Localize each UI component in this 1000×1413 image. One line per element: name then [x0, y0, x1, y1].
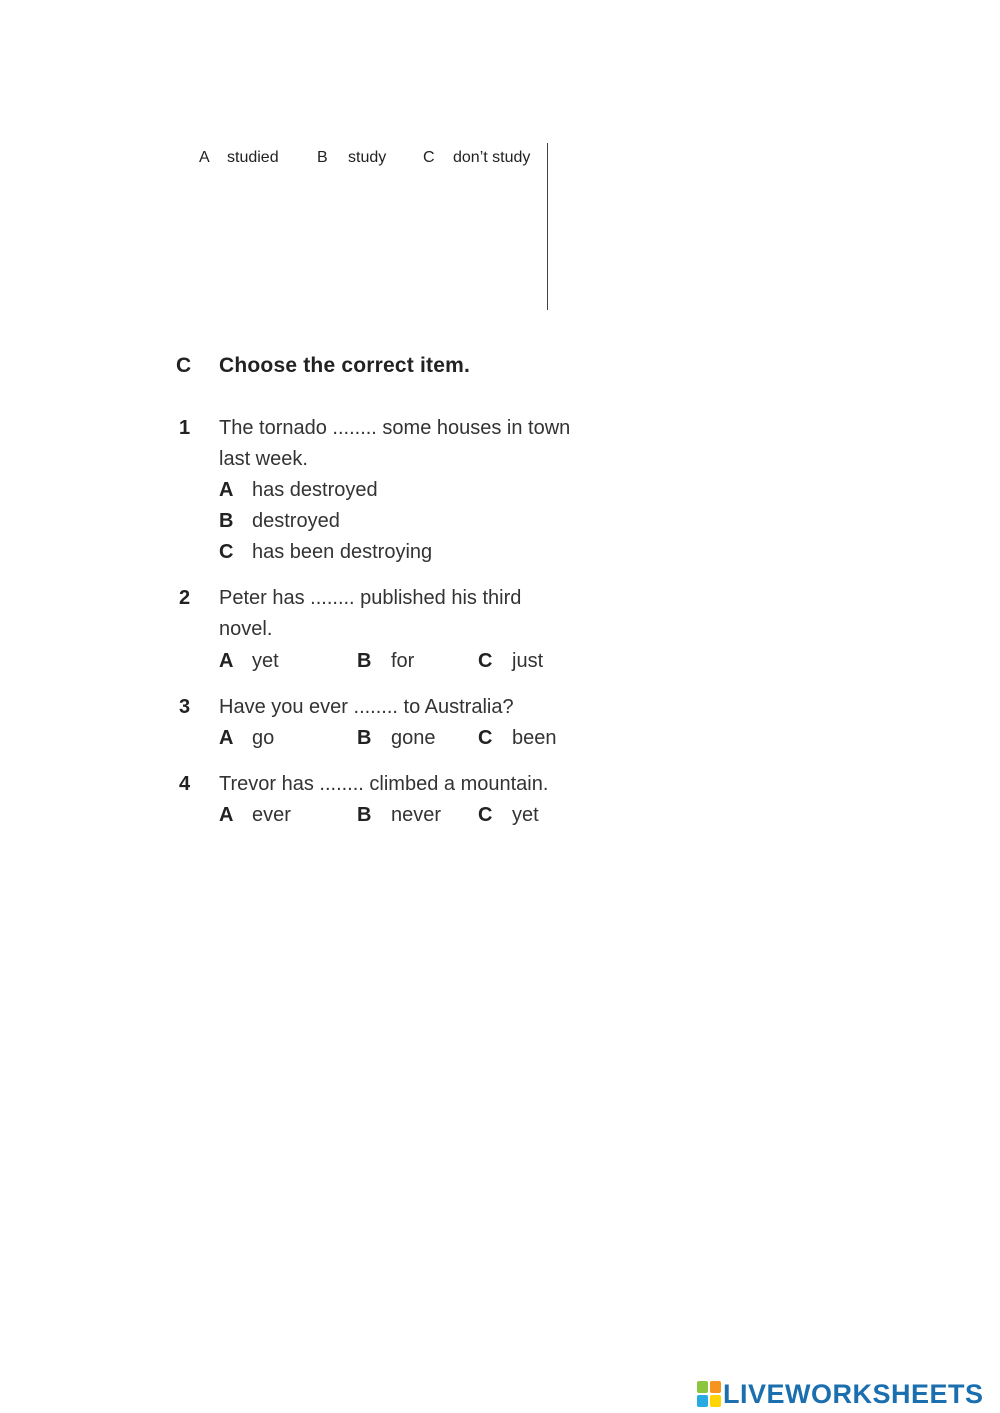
- option-text[interactable]: gone: [391, 727, 436, 749]
- question-number: 1: [179, 417, 191, 439]
- top-option-a-letter: A: [199, 149, 210, 166]
- option-text[interactable]: destroyed: [252, 510, 340, 532]
- question-text-line: The tornado ........ some houses in town: [219, 417, 571, 439]
- question-text-line: Have you ever ........ to Australia?: [219, 696, 514, 718]
- option-text[interactable]: just: [512, 650, 544, 672]
- option-text[interactable]: for: [391, 650, 415, 672]
- question-text-line: Trevor has ........ climbed a mountain.: [219, 773, 549, 795]
- option-letter: B: [357, 804, 372, 826]
- option-letter: B: [219, 510, 234, 532]
- option-text[interactable]: been: [512, 727, 557, 749]
- option-letter: C: [219, 541, 234, 563]
- column-divider: [547, 143, 548, 310]
- option-text[interactable]: has been destroying: [252, 541, 433, 563]
- question-number: 3: [179, 696, 191, 718]
- option-letter: A: [219, 650, 234, 672]
- option-text[interactable]: yet: [252, 650, 279, 672]
- section-letter: C: [176, 354, 192, 377]
- option-text[interactable]: never: [391, 804, 442, 826]
- option-text[interactable]: go: [252, 727, 275, 749]
- option-text[interactable]: ever: [252, 804, 291, 826]
- top-option-c-text[interactable]: don’t study: [453, 149, 531, 166]
- question-text-line: Peter has ........ published his third: [219, 587, 522, 609]
- question-number: 4: [179, 773, 191, 795]
- question-text-line: last week.: [219, 448, 308, 470]
- option-text[interactable]: has destroyed: [252, 479, 378, 501]
- top-option-b-text[interactable]: study: [348, 149, 387, 166]
- option-text[interactable]: yet: [512, 804, 539, 826]
- liveworksheets-logo-text: LIVEWORKSHEETS: [723, 1378, 984, 1409]
- option-letter: B: [357, 727, 372, 749]
- option-letter: A: [219, 727, 234, 749]
- question-text-line: novel.: [219, 618, 273, 640]
- option-letter: C: [478, 727, 493, 749]
- option-letter: B: [357, 650, 372, 672]
- top-option-a-text[interactable]: studied: [227, 149, 279, 166]
- liveworksheets-logo: [697, 1378, 984, 1410]
- section-title: Choose the correct item.: [219, 354, 471, 377]
- question-number: 2: [179, 587, 191, 609]
- option-letter: A: [219, 479, 234, 501]
- liveworksheets-logo-icon: [697, 1381, 721, 1407]
- top-option-c-letter: C: [423, 149, 435, 166]
- option-letter: C: [478, 650, 493, 672]
- option-letter: C: [478, 804, 493, 826]
- top-option-b-letter: B: [317, 149, 328, 166]
- option-letter: A: [219, 804, 234, 826]
